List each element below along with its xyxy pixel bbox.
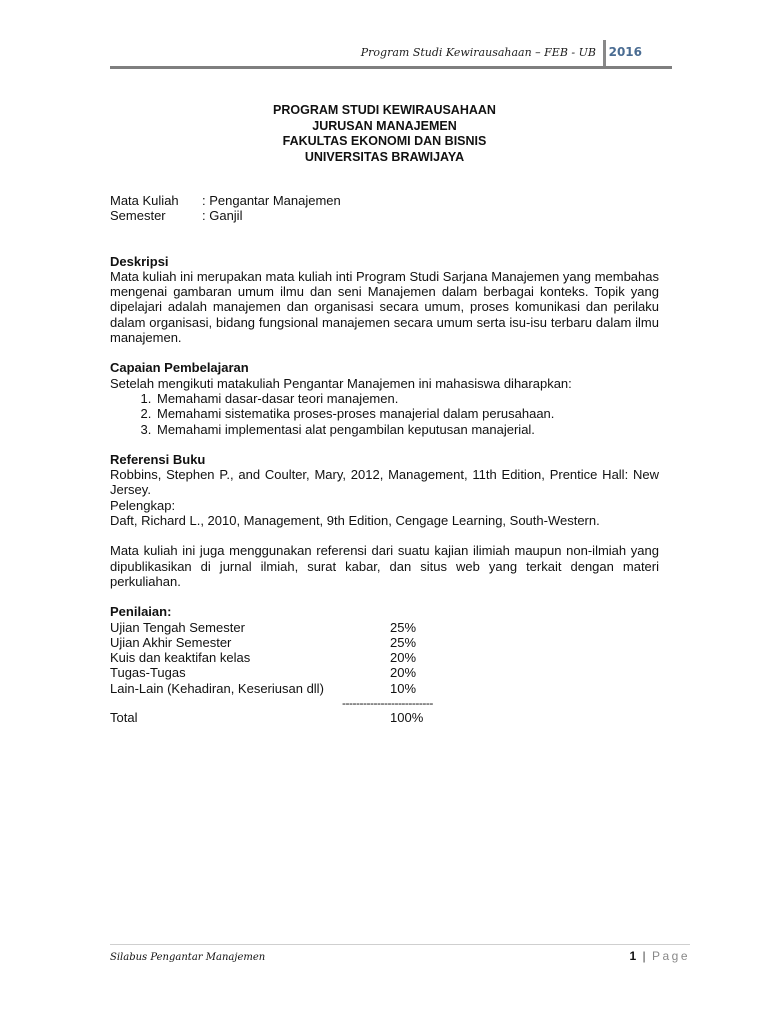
referensi-main: Robbins, Stephen P., and Coulter, Mary, 2012, Management, 11th Edition, Prentice Hall: New Jersey. <box>110 467 659 498</box>
grade-total-value: 100% <box>390 710 424 726</box>
grade-value: 25% <box>390 619 417 635</box>
header-year: 2016 <box>608 45 642 59</box>
document-body <box>110 103 659 725</box>
footer-separator: | <box>642 949 648 963</box>
title-line: PROGRAM STUDI KEWIRAUSAHAAN <box>273 103 496 117</box>
grade-total-label: Total <box>110 710 138 726</box>
page-number: 1 <box>629 949 638 963</box>
page-header <box>110 40 672 68</box>
grade-row <box>110 650 659 665</box>
grade-value: 20% <box>390 665 417 681</box>
list-item: 2. Memahami sistematika proses-proses manajerial dalam perusahaan. <box>155 406 659 421</box>
header-separator <box>603 40 606 66</box>
grade-label: Tugas-Tugas <box>110 665 186 681</box>
list-item: 1. Memahami dasar-dasar teori manajemen. <box>155 391 659 406</box>
grade-value: 20% <box>390 650 417 666</box>
meta-label: Semester <box>110 208 166 224</box>
title-line: UNIVERSITAS BRAWIJAYA <box>304 149 465 164</box>
footer-doc-title: Silabus Pengantar Manajemen <box>110 952 266 963</box>
meta-value: : Ganjil <box>202 208 243 224</box>
referensi-note: Mata kuliah ini juga menggunakan referensi dari suatu kajian ilimiah maupun non-ilmiah yang dipublikasikan di jurnal ilmiah, surat kabar, dan situs web yang terkait dengan materi perkuliahan. <box>110 543 659 589</box>
meta-value: : Pengantar Manajemen <box>202 193 341 208</box>
header-rule <box>110 66 672 69</box>
grade-label: Ujian Akhir Semester <box>110 634 232 650</box>
page-word: Page <box>651 949 690 963</box>
grade-label: Lain-Lain (Kehadiran, Keseriusan dll) <box>110 680 324 696</box>
footer-page-indicator <box>629 949 690 963</box>
grade-total-row <box>110 710 659 725</box>
deskripsi-heading: Deskripsi <box>110 253 169 269</box>
grade-row <box>110 681 659 696</box>
pelengkap-label: Pelengkap: <box>110 497 176 513</box>
capaian-heading: Capaian Pembelajaran <box>110 360 249 376</box>
meta-row <box>110 193 659 208</box>
referensi-heading: Referensi Buku <box>110 451 206 467</box>
title-line: FAKULTAS EKONOMI DAN BISNIS <box>282 134 487 148</box>
list-item: 3. Memahami implementasi alat pengambilan keputusan manajerial. <box>155 422 659 437</box>
grade-row <box>110 620 659 635</box>
grade-value: 10% <box>390 680 417 696</box>
meta-label: Mata Kuliah <box>110 193 179 208</box>
meta-row <box>110 208 659 223</box>
grade-row <box>110 665 659 680</box>
grading-table <box>110 620 659 726</box>
grade-row <box>110 635 659 650</box>
header-program: Program Studi Kewirausahaan – FEB - UB <box>360 46 596 59</box>
grade-value: 25% <box>390 634 417 650</box>
title-line: JURUSAN MANAJEMEN <box>312 118 457 133</box>
grade-sum-rule: -------------------------- <box>342 696 433 711</box>
penilaian-heading: Penilaian: <box>110 604 172 620</box>
capaian-intro: Setelah mengikuti matakuliah Pengantar Manajemen ini mahasiswa diharapkan: <box>110 375 572 391</box>
capaian-list <box>110 391 659 437</box>
pelengkap-text: Daft, Richard L., 2010, Management, 9th Edition, Cengage Learning, South-Western. <box>110 513 600 529</box>
grade-label: Kuis dan keaktifan kelas <box>110 650 251 666</box>
grade-label: Ujian Tengah Semester <box>110 619 245 635</box>
footer-rule <box>110 944 690 945</box>
document-title <box>110 103 659 165</box>
deskripsi-text: Mata kuliah ini merupakan mata kuliah inti Program Studi Sarjana Manajemen yang membahas mengenai gambaran umum ilmu dan seni Manajemen dalam berbagai konteks. Topik yang dipelajari adalah manajemen dan organisasi secara umum, proses komunikasi dan perilaku dalam organisasi, bidang fungsional manajemen secara umum serta isu-isu terbaru dalam ilmu manajemen. <box>110 268 659 346</box>
course-meta <box>110 193 659 224</box>
